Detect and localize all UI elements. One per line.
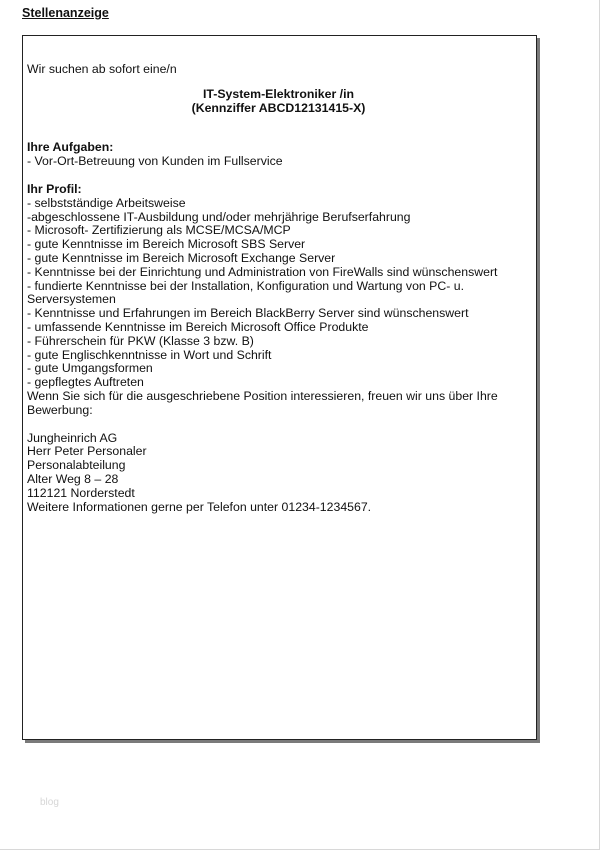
profile-heading: Ihr Profil:: [27, 181, 82, 196]
job-title: IT-System-Elektroniker /in: [202, 86, 355, 101]
contact-street: Alter Weg 8 – 28: [27, 471, 119, 486]
job-reference: (Kennziffer ABCD12131415-X): [191, 100, 366, 115]
more-info-text: Weitere Informationen gerne per Telefon unter 01234-1234567.: [27, 499, 372, 514]
profile-section: [27, 183, 530, 390]
profile-item: - selbstständige Arbeitsweise: [27, 195, 186, 210]
profile-item: - Microsoft- Zertifizierung als MCSE/MCSA/MCP: [27, 223, 291, 238]
profile-item: - gute Englischkenntnisse in Wort und Schrift: [27, 347, 272, 362]
contact-company: Jungheinrich AG: [27, 430, 118, 445]
profile-item: -abgeschlossene IT-Ausbildung und/oder mehrjährige Berufserfahrung: [27, 209, 411, 224]
tasks-section: [27, 141, 530, 169]
profile-item: - fundierte Kenntnisse bei der Installation, Konfiguration und Wartung von PC- u. Serversystemen: [27, 278, 465, 307]
job-ad-box: [22, 35, 537, 740]
contact-city: 112121 Norderstedt: [27, 485, 135, 500]
contact-department: Personalabteilung: [27, 458, 126, 473]
contact-person: Herr Peter Personaler: [27, 444, 147, 459]
contact-address: [27, 432, 530, 501]
job-title-block: [27, 88, 530, 116]
closing-text: Wenn Sie sich für die ausgeschriebene Position interessieren, freuen wir uns über Ihre Bewerbung:: [27, 388, 498, 417]
job-ad-content: [27, 63, 530, 514]
profile-item: - umfassende Kenntnisse im Bereich Microsoft Office Produkte: [27, 319, 369, 334]
profile-item: - gepflegtes Auftreten: [27, 375, 144, 390]
profile-item: - gute Umgangsformen: [27, 361, 153, 376]
task-item: - Vor-Ort-Betreuung von Kunden im Fullservice: [27, 154, 283, 169]
profile-item: - Kenntnisse und Erfahrungen im Bereich BlackBerry Server sind wünschenswert: [27, 306, 469, 321]
intro-text: Wir suchen ab sofort eine/n: [27, 62, 177, 76]
tasks-heading: Ihre Aufgaben:: [27, 140, 114, 155]
watermark: blog: [40, 797, 59, 808]
profile-item: - gute Kenntnisse im Bereich Microsoft Exchange Server: [27, 250, 336, 265]
profile-item: - Kenntnisse bei der Einrichtung und Administration von FireWalls sind wünschenswert: [27, 264, 498, 279]
profile-item: - gute Kenntnisse im Bereich Microsoft SBS Server: [27, 237, 306, 252]
profile-item: - Führerschein für PKW (Klasse 3 bzw. B): [27, 333, 254, 348]
document-heading: Stellenanzeige: [22, 6, 109, 20]
